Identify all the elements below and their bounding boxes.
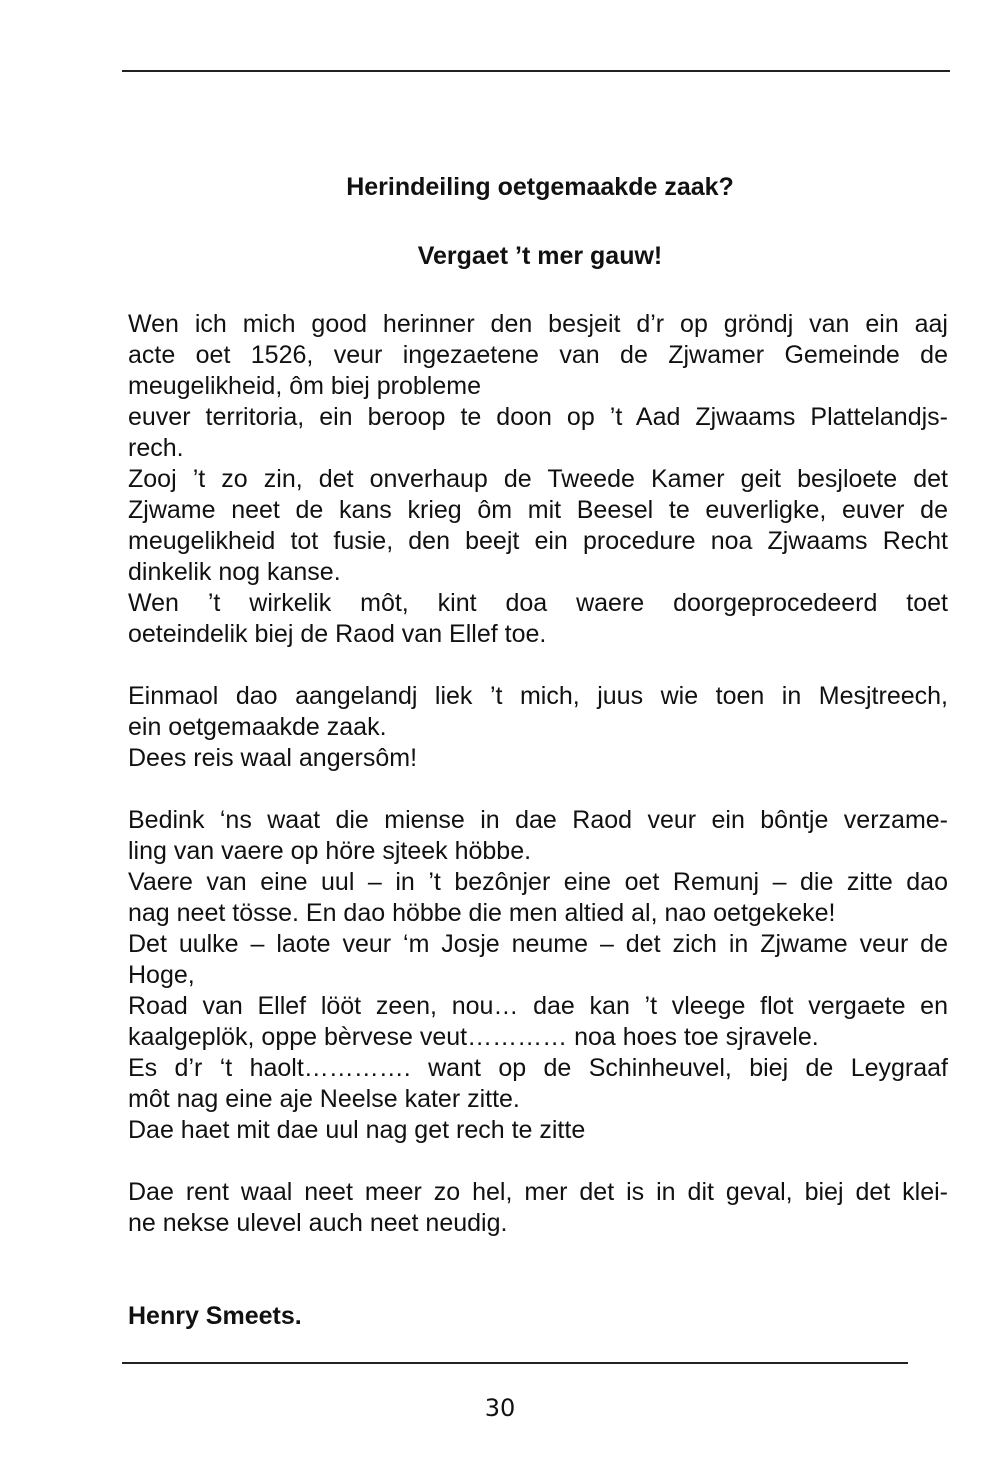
text-line: meugelikheid tot fusie, den beejt ein procedure noa Zjwaams Recht	[128, 527, 948, 555]
text-line: Dae haet mit dae uul nag get rech te zitte	[128, 1116, 586, 1144]
paragraph-gap	[128, 650, 948, 681]
paragraph-gap	[128, 774, 948, 805]
text-line: Dees reis waal angersôm!	[128, 744, 418, 772]
text-line: kaalgeplök, oppe bèrvese veut………… noa hoes toe sjravele.	[128, 1023, 819, 1051]
text-line: meugelikheid, ôm biej probleme	[128, 372, 481, 400]
text-line: euver territoria, ein beroop te doon op ’t Aad Zjwaams Plattelandjs-	[128, 403, 948, 431]
text-line: Zjwame neet de kans krieg ôm mit Beesel te euverligke, euver de	[128, 496, 948, 524]
text-line: Bedink ‘ns waat die miense in dae Raod veur ein bôntje verzame-	[128, 806, 948, 834]
text-line: ling van vaere op höre sjteek höbbe.	[128, 837, 532, 865]
text-line: Vaere van eine uul – in ’t bezônjer eine oet Remunj – die zitte dao	[128, 868, 948, 896]
text-line: Wen ’t wirkelik môt, kint doa waere doorgeprocedeerd toet	[128, 589, 948, 617]
text-line: Zooj ’t zo zin, det onverhaup de Tweede Kamer geit besjloete det	[128, 465, 948, 493]
text-line: acte oet 1526, veur ingezaetene van de Zjwamer Gemeinde de	[128, 341, 948, 369]
paragraph-gap	[128, 1146, 948, 1177]
paragraph-1	[128, 309, 948, 464]
article-title: Herindeiling oetgemaakde zaak?	[346, 173, 734, 201]
text-line: ne nekse ulevel auch neet neudig.	[128, 1209, 508, 1237]
text-line: Es d’r ‘t haolt…………. want op de Schinheuvel, biej de Leygraaf	[128, 1054, 948, 1082]
text-line: môt nag eine aje Neelse kater zitte.	[128, 1085, 520, 1113]
text-line: Hoge,	[128, 961, 195, 989]
author-signature: Henry Smeets.	[128, 1302, 302, 1330]
text-line: dinkelik nog kanse.	[128, 558, 341, 586]
text-line: Dae rent waal neet meer zo hel, mer det is in dit geval, biej det klei-	[128, 1178, 948, 1206]
text-line: oeteindelik biej de Raod van Ellef toe.	[128, 620, 547, 648]
top-rule	[122, 70, 950, 72]
article-body	[128, 309, 948, 1239]
text-line: ein oetgemaakde zaak.	[128, 713, 387, 741]
article-subtitle: Vergaet ’t mer gauw!	[417, 242, 663, 270]
paragraph-4	[128, 681, 948, 774]
page-number: 30	[484, 1394, 516, 1422]
paragraph-3	[128, 588, 948, 650]
paragraph-5	[128, 805, 948, 1146]
text-line: Einmaol dao aangelandj liek ’t mich, juus wie toen in Mesjtreech,	[128, 682, 948, 710]
bottom-rule	[122, 1362, 908, 1364]
text-line: Wen ich mich good herinner den besjeit d’r op gröndj van ein aaj	[128, 310, 948, 338]
text-line: nag neet tösse. En dao höbbe die men altied al, nao oetgekeke!	[128, 899, 836, 927]
text-line: rech.	[128, 434, 184, 462]
text-line: Det uulke – laote veur ‘m Josje neume – det zich in Zjwame veur de	[128, 930, 948, 958]
text-line: Road van Ellef lööt zeen, nou… dae kan ’t vleege flot vergaete en	[128, 992, 948, 1020]
paragraph-2	[128, 464, 948, 588]
paragraph-6	[128, 1177, 948, 1239]
